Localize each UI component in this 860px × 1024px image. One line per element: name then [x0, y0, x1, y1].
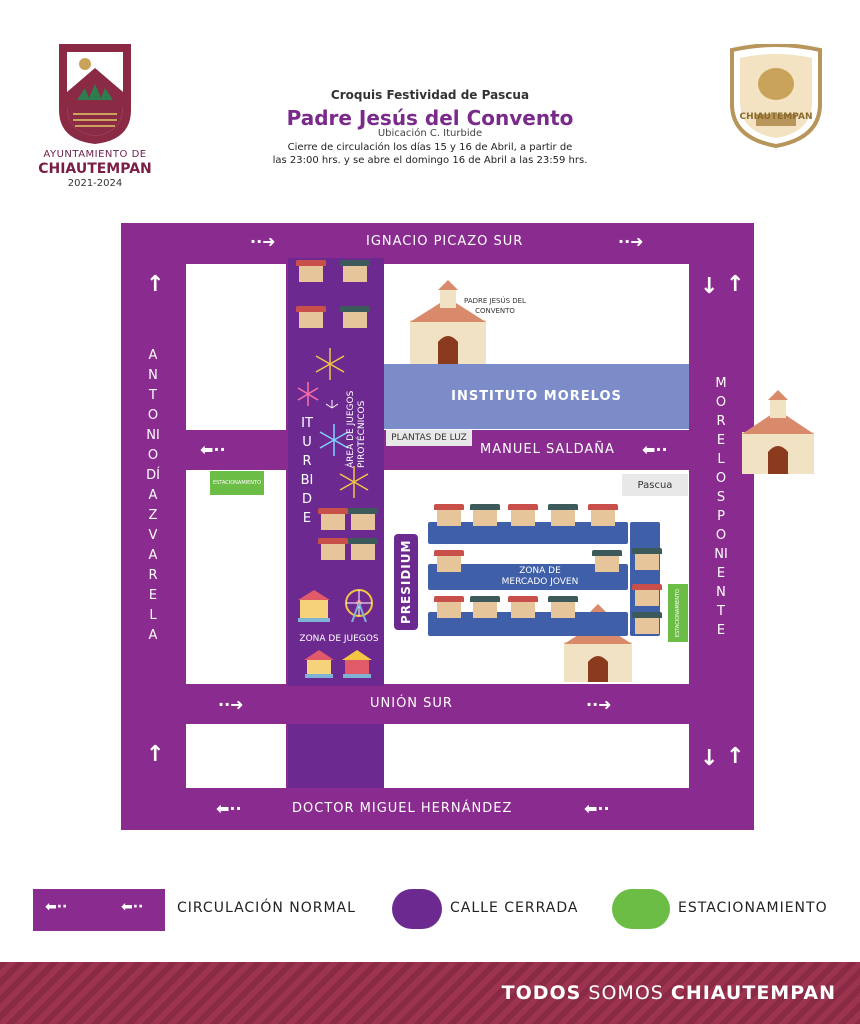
church-icon [410, 280, 486, 368]
swing-ride-icon [342, 650, 372, 682]
footer-banner [0, 962, 860, 1024]
arrow-east-top-right: ··➜ [618, 232, 644, 251]
arrow-north-right-bottom: ↑ [726, 744, 745, 769]
arrow-south-right-top: ↓ [700, 274, 719, 299]
logo-text-years: 2021-2024 [67, 178, 123, 189]
stall-icon [348, 508, 378, 530]
block-nw [186, 264, 286, 430]
carousel-icon [296, 590, 332, 626]
games-zone-label: ZONA DE JUEGOS [299, 634, 379, 644]
header-location: Ubicación C. Iturbide [377, 128, 483, 139]
stall-icon [632, 612, 662, 634]
stall-icon [470, 504, 500, 526]
stall-icon [340, 260, 370, 282]
street-manuel-saldana: MANUEL SALDAÑA [480, 442, 615, 457]
street-morelos-poniente: MORELOS PONIENTE [714, 376, 728, 638]
stall-icon [434, 504, 464, 526]
instituto-morelos: INSTITUTO MORELOS [384, 364, 689, 429]
street-antonio-diaz-varela: ANTONIO DÍAZ VARELA [146, 348, 160, 643]
presidium: PRESIDIUM [394, 534, 418, 630]
arrow-west-middle-right: ⬅·· [642, 440, 668, 459]
legend-closed-swatch [392, 889, 442, 929]
legend-arrow-icon: ⬅·· [45, 899, 68, 915]
market-zone-label: ZONA DE MERCADO JOVEN [501, 566, 579, 587]
arrow-east-lower-right: ··➜ [586, 695, 612, 714]
block-w [186, 470, 286, 684]
church-label: PADRE JESÚS DEL CONVENTO [464, 297, 526, 315]
stall-icon [318, 538, 348, 560]
legend-parking-swatch [612, 889, 670, 929]
stall-icon [592, 550, 622, 572]
street-ignacio-picazo: IGNACIO PICAZO SUR [366, 234, 524, 249]
arrow-south-right-bottom: ↓ [700, 746, 719, 771]
arrow-east-lower-left: ··➜ [218, 695, 244, 714]
parking-right-label: ESTACIONAMIENTO [675, 588, 681, 638]
street-iturbide: ITURBIDE [300, 416, 314, 526]
shield-logo-text: CHIAUTEMPAN [739, 112, 813, 122]
block-se [384, 724, 689, 788]
arrow-north-left-bottom: ↑ [146, 742, 165, 767]
legend-arrow-icon: ⬅·· [121, 899, 144, 915]
stall-icon [632, 584, 662, 606]
fireworks-area-label: ÁREA DE JUEGOS PIROTÉCNICOS [346, 390, 367, 468]
arrow-north-right-top: ↑ [726, 272, 745, 297]
stall-icon [508, 504, 538, 526]
arrow-west-middle-left: ⬅·· [200, 440, 226, 459]
stall-icon [588, 504, 618, 526]
bumper-car-icon [304, 650, 334, 682]
pascua-box: Pascua [622, 474, 688, 496]
arrow-north-left-top: ↑ [146, 272, 165, 297]
stall-icon [318, 508, 348, 530]
stall-icon [470, 596, 500, 618]
stall-icon [340, 306, 370, 328]
stall-icon [632, 548, 662, 570]
street-doctor-miguel: DOCTOR MIGUEL HERNÁNDEZ [292, 801, 513, 816]
stall-icon [296, 306, 326, 328]
ayuntamiento-logo [55, 40, 135, 145]
stall-icon [548, 596, 578, 618]
legend-closed-label: CALLE CERRADA [450, 900, 579, 916]
closed-street-iturbide-south [288, 724, 384, 788]
parking-right [668, 584, 688, 642]
street-union-sur: UNIÓN SUR [370, 696, 453, 711]
ferris-wheel-icon [342, 588, 376, 626]
header-title: Padre Jesús del Convento [286, 106, 574, 130]
arrow-west-bottom-right: ⬅·· [584, 799, 610, 818]
church-icon-right [742, 390, 814, 478]
stall-icon [434, 550, 464, 572]
legend-normal-swatch [33, 889, 165, 931]
stall-icon [434, 596, 464, 618]
arrow-east-top-left: ··➜ [250, 232, 276, 251]
block-sw [186, 724, 286, 788]
stall-icon [548, 504, 578, 526]
stall-icon [508, 596, 538, 618]
legend-parking-label: ESTACIONAMIENTO [678, 900, 828, 916]
header-subtitle: Croquis Festividad de Pascua [330, 88, 530, 102]
logo-text-chiautempan: CHIAUTEMPAN [38, 161, 152, 177]
logo-text-ayuntamiento: AYUNTAMIENTO DE [43, 149, 147, 160]
header-note: Cierre de circulación los días 15 y 16 de Abril, a partir de las 23:00 hrs. y se abre el domingo 16 de Abril a las 23:59 hrs. [272, 142, 588, 166]
plantas-de-luz: PLANTAS DE LUZ [386, 430, 472, 446]
arrow-west-bottom-left: ⬅·· [216, 799, 242, 818]
legend-normal-label: CIRCULACIÓN NORMAL [177, 900, 356, 916]
footer-slogan: TODOS SOMOS CHIAUTEMPAN [501, 982, 836, 1004]
parking-left: ESTACIONAMIENTO [210, 471, 264, 495]
stall-icon [296, 260, 326, 282]
chiautempan-shield-logo [728, 44, 824, 148]
stall-icon [348, 538, 378, 560]
